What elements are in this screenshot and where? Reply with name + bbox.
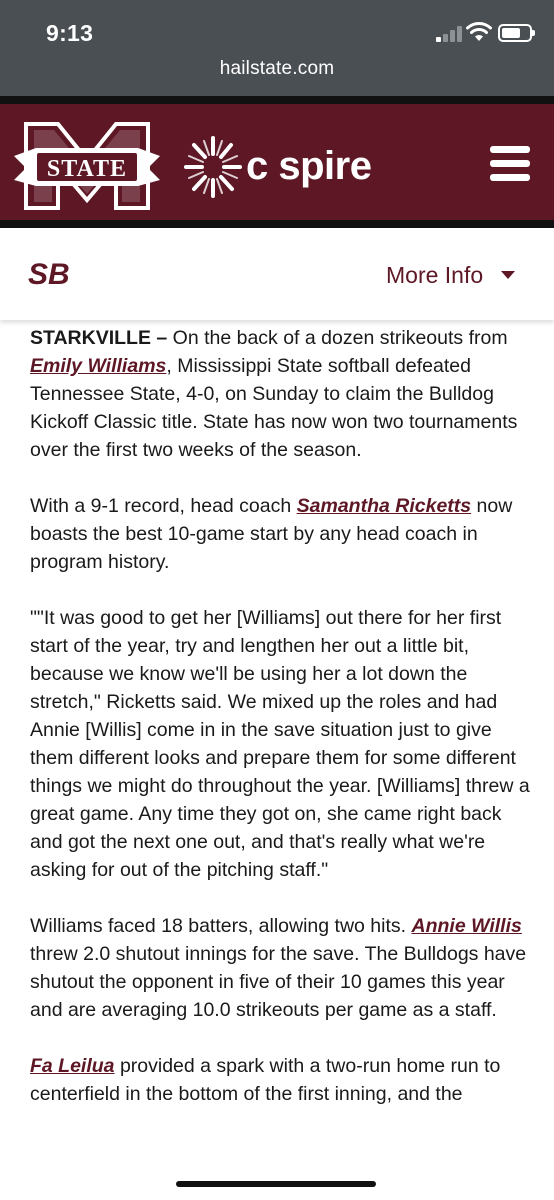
text-run: provided a spark with a two-run home run to centerfield in the bottom of the first inning, and the (30, 1055, 501, 1105)
article-paragraph (30, 324, 535, 464)
player-link-emily-williams[interactable]: Emily Williams (30, 355, 167, 377)
article-paragraph (30, 1052, 535, 1108)
article-body (30, 324, 535, 1136)
text-run: With a 9-1 record, head coach (30, 495, 297, 517)
more-info-label: More Info (386, 261, 484, 288)
article-paragraph (30, 604, 535, 884)
cellular-signal-icon (436, 26, 462, 42)
text-run: , Mississippi State softball defeated Tennessee State, 4-0, on Sunday to claim the Bulldog Kickoff Classic title. State has now won two tournaments over the first two weeks of the season. (30, 355, 518, 461)
text-run: threw 2.0 shutout innings for the save. The Bulldogs have shutout the opponent in five of their 10 games this year and are averaging 10.0 strikeouts per game as a staff. (30, 943, 527, 1021)
site-header (0, 96, 554, 228)
article-paragraph (30, 912, 535, 1024)
logo-state-text: STATE (46, 156, 128, 182)
text-run: On the back of a dozen strikeouts from (167, 327, 508, 349)
article-paragraph (30, 492, 535, 576)
player-link-fa-leilua[interactable]: Fa Leilua (30, 1055, 115, 1077)
home-indicator[interactable] (176, 1181, 376, 1187)
status-time: 9:13 (46, 20, 94, 46)
coach-link-samantha-ricketts[interactable]: Samantha Ricketts (296, 495, 472, 517)
wifi-icon (466, 22, 492, 42)
mississippi-state-logo[interactable] (12, 120, 162, 212)
text-run: Williams faced 18 batters, allowing two hits. (30, 915, 412, 937)
cspire-burst-icon (182, 134, 244, 200)
sport-nav-bar (0, 228, 554, 320)
more-info-dropdown[interactable] (386, 260, 515, 290)
cspire-wordmark: c spire (246, 144, 372, 188)
cspire-sponsor-logo[interactable] (182, 134, 372, 200)
sport-code-label[interactable]: SB (28, 258, 70, 291)
dateline: STARKVILLE – (30, 327, 168, 349)
battery-icon (498, 24, 532, 42)
hamburger-menu-button[interactable] (490, 146, 530, 184)
address-bar-url[interactable]: hailstate.com (219, 58, 335, 79)
caret-down-icon (501, 271, 515, 279)
browser-chrome (0, 0, 554, 96)
text-run: ""It was good to get her [Williams] out there for her first start of the year, try and lengthen her out a little bit, because we know we'll be using her a lot down the stretch," Ricketts said. We mixed up the roles and had Annie [Willis] come in in the save situation just to give them different looks and prepare them for some different things we might do throughout the year. [Williams] threw a great game. Any time they got on, she came right back and got the next one out, and that's really what we're asking for out of the pitching staff." (30, 607, 530, 881)
hamburger-icon (490, 146, 530, 153)
text-run: now boasts the best 10-game start by any head coach in program history. (30, 495, 513, 573)
status-bar (0, 0, 554, 60)
player-link-annie-willis[interactable]: Annie Willis (411, 915, 522, 937)
